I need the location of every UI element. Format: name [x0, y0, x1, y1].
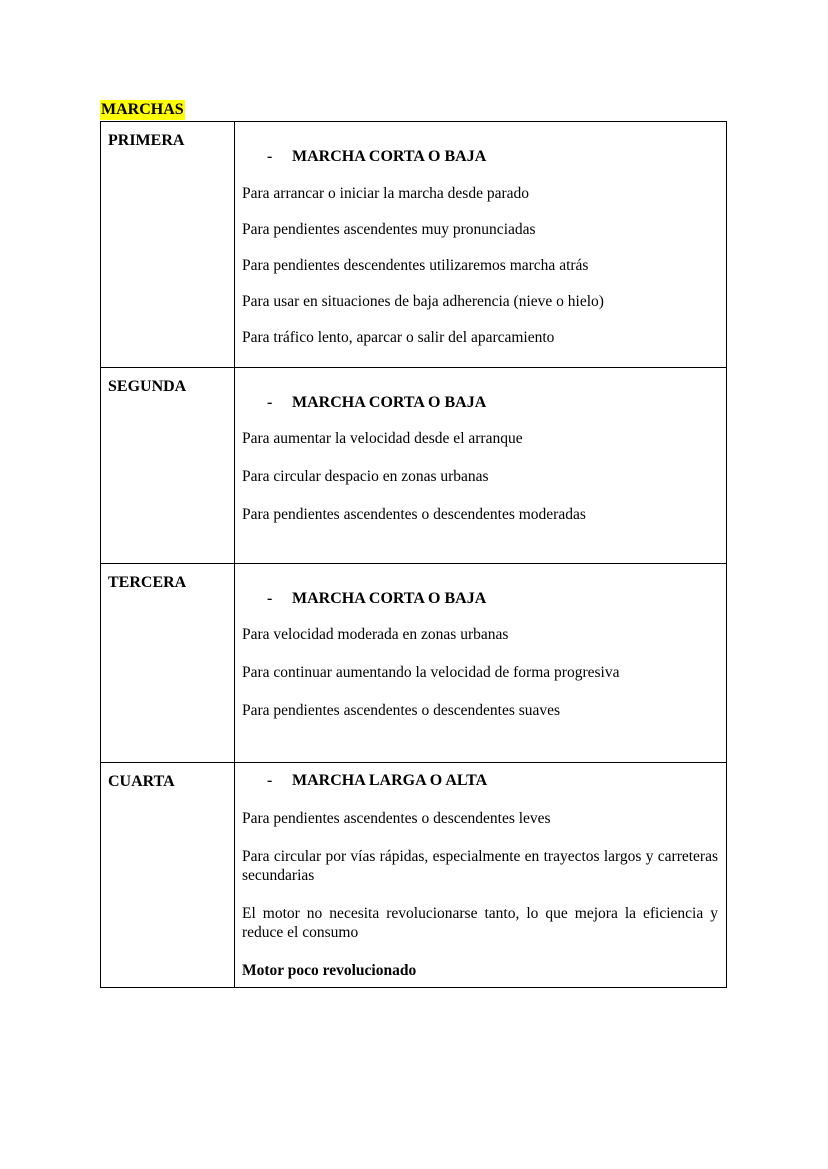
gear-use-line: El motor no necesita revolucionarse tanto, lo que mejora la eficiencia y reduce el consumo [242, 905, 718, 941]
gear-use-line: Para pendientes ascendentes o descendentes moderadas [242, 506, 586, 523]
gear-type: MARCHA CORTA O BAJA [292, 590, 487, 607]
gear-type: MARCHA CORTA O BAJA [292, 148, 487, 165]
gear-use-line: Para pendientes ascendentes o descendentes suaves [242, 702, 561, 719]
gear-content-cell [235, 122, 727, 368]
gear-use-line: Para circular por vías rápidas, especialmente en trayectos largos y carreteras secundarias [242, 848, 718, 884]
gear-row-tercera [101, 564, 727, 763]
gear-row-cuarta [101, 763, 727, 988]
gear-use-line: Para arrancar o iniciar la marcha desde parado [242, 185, 530, 202]
gear-type-bullet [242, 589, 718, 609]
gear-type: MARCHA CORTA O BAJA [292, 394, 487, 411]
gear-name: CUARTA [108, 773, 175, 790]
gear-label-cell [101, 564, 235, 763]
gear-use-line: Para pendientes descendentes utilizaremos marcha atrás [242, 257, 589, 274]
gear-label-cell [101, 763, 235, 988]
gear-type-bullet [242, 147, 718, 167]
gear-use-line: Para aumentar la velocidad desde el arranque [242, 430, 523, 447]
gear-label-cell [101, 368, 235, 564]
gear-name: PRIMERA [108, 132, 185, 149]
gear-name: SEGUNDA [108, 378, 187, 395]
gear-label-cell [101, 122, 235, 368]
gear-use-line: Para pendientes ascendentes o descendentes leves [242, 810, 551, 827]
gear-use-line: Para pendientes ascendentes muy pronunciadas [242, 221, 536, 238]
gear-note: Motor poco revolucionado [242, 962, 417, 979]
gear-row-segunda [101, 368, 727, 564]
gear-content-cell [235, 763, 727, 988]
gear-type: MARCHA LARGA O ALTA [292, 772, 488, 789]
bullet-dash: - [267, 394, 273, 411]
gear-use-line: Para usar en situaciones de baja adherencia (nieve o hielo) [242, 293, 604, 310]
gear-use-line: Para velocidad moderada en zonas urbanas [242, 626, 509, 643]
gear-use-line: Para tráfico lento, aparcar o salir del aparcamiento [242, 329, 555, 346]
gear-type-bullet [242, 393, 718, 413]
gear-type-bullet [242, 771, 718, 791]
document-heading: MARCHAS [101, 101, 184, 118]
gear-name: TERCERA [108, 574, 187, 591]
bullet-dash: - [267, 148, 273, 165]
bullet-dash: - [267, 772, 273, 789]
gear-row-primera [101, 122, 727, 368]
gear-use-line: Para continuar aumentando la velocidad de forma progresiva [242, 664, 620, 681]
gear-use-line: Para circular despacio en zonas urbanas [242, 468, 489, 485]
gear-content-cell [235, 564, 727, 763]
gears-table [100, 121, 727, 988]
bullet-dash: - [267, 590, 273, 607]
gear-content-cell [235, 368, 727, 564]
